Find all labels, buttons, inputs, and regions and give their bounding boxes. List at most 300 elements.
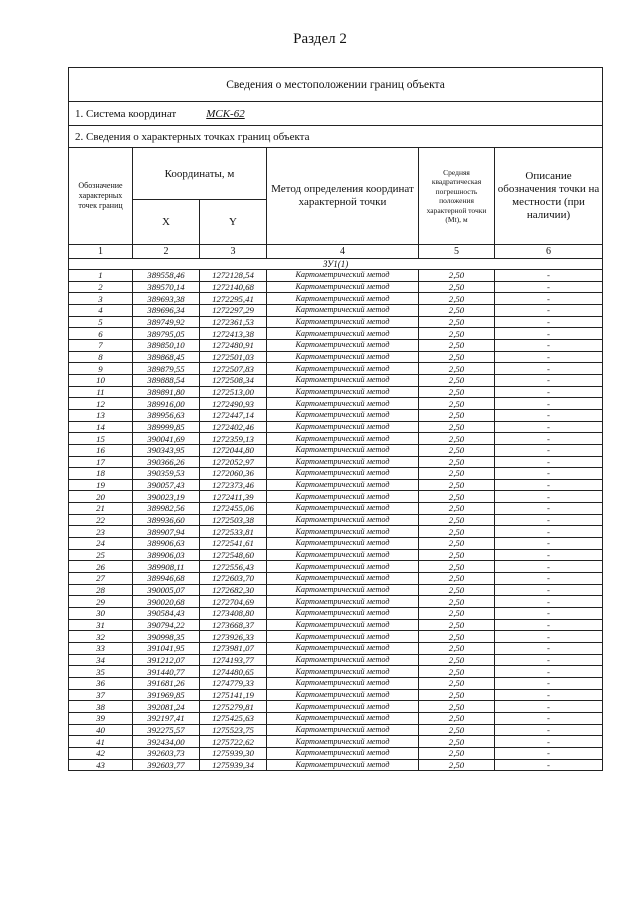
method-cell: Картометрический метод [267,759,419,771]
y-coordinate: 1272603,70 [200,573,267,585]
y-coordinate: 1274480,65 [200,666,267,678]
x-coordinate: 389868,45 [133,351,200,363]
table-row [69,514,603,526]
method-cell: Картометрический метод [267,654,419,666]
table-row [69,328,603,340]
point-number: 1 [69,270,133,282]
description-cell: - [495,444,603,456]
description-cell: - [495,363,603,375]
x-coordinate: 392603,77 [133,759,200,771]
y-coordinate: 1272455,06 [200,503,267,515]
x-coordinate: 390005,07 [133,584,200,596]
y-coordinate: 1272507,83 [200,363,267,375]
method-cell: Картометрический метод [267,281,419,293]
column-number: 2 [133,245,200,259]
x-coordinate: 389558,46 [133,270,200,282]
header-coordinates: Координаты, м [133,148,267,200]
y-coordinate: 1272556,43 [200,561,267,573]
y-coordinate: 1273408,80 [200,608,267,620]
x-coordinate: 389908,11 [133,561,200,573]
table-row [69,398,603,410]
method-cell: Картометрический метод [267,363,419,375]
coordinate-system-row [69,102,603,126]
description-cell: - [495,619,603,631]
table-row [69,584,603,596]
point-number: 7 [69,339,133,351]
error-value: 2,50 [419,631,495,643]
y-coordinate: 1275939,30 [200,747,267,759]
column-number: 5 [419,245,495,259]
error-value: 2,50 [419,351,495,363]
y-coordinate: 1272140,68 [200,281,267,293]
table-row [69,386,603,398]
x-coordinate: 390584,43 [133,608,200,620]
method-cell: Картометрический метод [267,304,419,316]
table-row [69,736,603,748]
error-value: 2,50 [419,421,495,433]
method-cell: Картометрический метод [267,549,419,561]
method-cell: Картометрический метод [267,514,419,526]
point-number: 27 [69,573,133,585]
x-coordinate: 391041,95 [133,643,200,655]
description-cell: - [495,293,603,305]
description-cell: - [495,503,603,515]
point-number: 28 [69,584,133,596]
y-coordinate: 1274193,77 [200,654,267,666]
table-row [69,689,603,701]
x-coordinate: 389906,63 [133,538,200,550]
description-cell: - [495,736,603,748]
description-cell: - [495,526,603,538]
method-cell: Картометрический метод [267,666,419,678]
point-number: 26 [69,561,133,573]
point-number: 20 [69,491,133,503]
error-value: 2,50 [419,736,495,748]
y-coordinate: 1272297,29 [200,304,267,316]
description-cell: - [495,270,603,282]
method-cell: Картометрический метод [267,456,419,468]
header-method: Метод определения координат характерной точки [267,148,419,245]
description-cell: - [495,608,603,620]
point-number: 25 [69,549,133,561]
y-coordinate: 1272128,54 [200,270,267,282]
x-coordinate: 392197,41 [133,712,200,724]
error-value: 2,50 [419,538,495,550]
x-coordinate: 390366,26 [133,456,200,468]
y-coordinate: 1272447,14 [200,409,267,421]
table-row [69,573,603,585]
description-cell: - [495,666,603,678]
description-cell: - [495,712,603,724]
error-value: 2,50 [419,293,495,305]
point-number: 43 [69,759,133,771]
method-cell: Картометрический метод [267,538,419,550]
method-cell: Картометрический метод [267,398,419,410]
point-number: 5 [69,316,133,328]
table-row [69,270,603,282]
x-coordinate: 392275,57 [133,724,200,736]
y-coordinate: 1272052,97 [200,456,267,468]
y-coordinate: 1275722,62 [200,736,267,748]
x-coordinate: 390057,43 [133,479,200,491]
table-row [69,561,603,573]
x-coordinate: 389906,03 [133,549,200,561]
method-cell: Картометрический метод [267,526,419,538]
error-value: 2,50 [419,479,495,491]
x-coordinate: 391681,26 [133,677,200,689]
header-y: Y [200,200,267,245]
point-number: 31 [69,619,133,631]
description-cell: - [495,339,603,351]
x-coordinate: 389891,80 [133,386,200,398]
error-value: 2,50 [419,386,495,398]
x-coordinate: 392081,24 [133,701,200,713]
error-value: 2,50 [419,689,495,701]
x-coordinate: 392603,73 [133,747,200,759]
table-row [69,456,603,468]
error-value: 2,50 [419,584,495,596]
table-row [69,643,603,655]
error-value: 2,50 [419,514,495,526]
x-coordinate: 389907,94 [133,526,200,538]
method-cell: Картометрический метод [267,608,419,620]
error-value: 2,50 [419,643,495,655]
method-cell: Картометрический метод [267,339,419,351]
error-value: 2,50 [419,328,495,340]
table-row [69,631,603,643]
x-coordinate: 391440,77 [133,666,200,678]
description-cell: - [495,304,603,316]
error-value: 2,50 [419,619,495,631]
table-row [69,654,603,666]
y-coordinate: 1272682,30 [200,584,267,596]
table-row [69,701,603,713]
y-coordinate: 1273926,33 [200,631,267,643]
y-coordinate: 1272359,13 [200,433,267,445]
x-coordinate: 390359,53 [133,468,200,480]
table-row [69,747,603,759]
method-cell: Картометрический метод [267,643,419,655]
x-coordinate: 389916,00 [133,398,200,410]
y-coordinate: 1272411,39 [200,491,267,503]
description-cell: - [495,724,603,736]
error-value: 2,50 [419,398,495,410]
table-row [69,608,603,620]
header-x: X [133,200,200,245]
table-row [69,293,603,305]
method-cell: Картометрический метод [267,293,419,305]
method-cell: Картометрический метод [267,689,419,701]
x-coordinate: 389888,54 [133,374,200,386]
error-value: 2,50 [419,468,495,480]
point-number: 10 [69,374,133,386]
y-coordinate: 1272402,46 [200,421,267,433]
description-cell: - [495,759,603,771]
x-coordinate: 390343,95 [133,444,200,456]
point-number: 12 [69,398,133,410]
x-coordinate: 391969,85 [133,689,200,701]
description-cell: - [495,538,603,550]
point-number: 40 [69,724,133,736]
error-value: 2,50 [419,433,495,445]
header-error: Средняя квадратическая погрешность положения характерной точки (Mt), м [419,148,495,245]
point-number: 42 [69,747,133,759]
y-coordinate: 1275279,81 [200,701,267,713]
method-cell: Картометрический метод [267,561,419,573]
point-number: 39 [69,712,133,724]
method-cell: Картометрический метод [267,573,419,585]
point-number: 19 [69,479,133,491]
method-cell: Картометрический метод [267,584,419,596]
error-value: 2,50 [419,759,495,771]
point-number: 30 [69,608,133,620]
method-cell: Картометрический метод [267,409,419,421]
error-value: 2,50 [419,363,495,375]
error-value: 2,50 [419,608,495,620]
y-coordinate: 1272295,41 [200,293,267,305]
table-row [69,409,603,421]
point-number: 18 [69,468,133,480]
point-number: 3 [69,293,133,305]
boundary-points-table [68,67,603,771]
table-row [69,712,603,724]
point-number: 6 [69,328,133,340]
error-value: 2,50 [419,701,495,713]
table-title: Сведения о местоположении границ объекта [69,68,603,102]
parcel-row [69,259,603,270]
x-coordinate: 389795,05 [133,328,200,340]
y-coordinate: 1273981,07 [200,643,267,655]
table-row [69,491,603,503]
description-cell: - [495,456,603,468]
error-value: 2,50 [419,409,495,421]
point-number: 2 [69,281,133,293]
point-number: 36 [69,677,133,689]
x-coordinate: 390041,69 [133,433,200,445]
method-cell: Картометрический метод [267,701,419,713]
description-cell: - [495,374,603,386]
table-row [69,374,603,386]
x-coordinate: 389982,56 [133,503,200,515]
error-value: 2,50 [419,549,495,561]
error-value: 2,50 [419,596,495,608]
error-value: 2,50 [419,270,495,282]
description-cell: - [495,491,603,503]
method-cell: Картометрический метод [267,724,419,736]
x-coordinate: 389850,10 [133,339,200,351]
x-coordinate: 389570,14 [133,281,200,293]
table-row [69,503,603,515]
point-number: 23 [69,526,133,538]
description-cell: - [495,386,603,398]
coordinate-system-label: 1. Система координат [75,107,177,120]
y-coordinate: 1272373,46 [200,479,267,491]
y-coordinate: 1275425,63 [200,712,267,724]
y-coordinate: 1272060,36 [200,468,267,480]
description-cell: - [495,479,603,491]
table-row [69,724,603,736]
error-value: 2,50 [419,724,495,736]
method-cell: Картометрический метод [267,270,419,282]
description-cell: - [495,421,603,433]
coordinate-system-value: МСК-62 [206,107,245,120]
description-cell: - [495,561,603,573]
point-number: 32 [69,631,133,643]
method-cell: Картометрический метод [267,747,419,759]
x-coordinate: 390023,19 [133,491,200,503]
x-coordinate: 389879,55 [133,363,200,375]
table-row [69,619,603,631]
y-coordinate: 1275141,19 [200,689,267,701]
table-row [69,549,603,561]
error-value: 2,50 [419,444,495,456]
column-number: 6 [495,245,603,259]
table-row [69,304,603,316]
point-number: 9 [69,363,133,375]
error-value: 2,50 [419,491,495,503]
method-cell: Картометрический метод [267,421,419,433]
description-cell: - [495,409,603,421]
method-cell: Картометрический метод [267,468,419,480]
header-description: Описание обозначения точки на местности (при наличии) [495,148,603,245]
table-row [69,363,603,375]
error-value: 2,50 [419,304,495,316]
point-number: 15 [69,433,133,445]
description-cell: - [495,468,603,480]
point-number: 29 [69,596,133,608]
error-value: 2,50 [419,573,495,585]
table-row [69,526,603,538]
description-cell: - [495,316,603,328]
error-value: 2,50 [419,374,495,386]
y-coordinate: 1275939,34 [200,759,267,771]
description-cell: - [495,584,603,596]
y-coordinate: 1272361,53 [200,316,267,328]
method-cell: Картометрический метод [267,316,419,328]
description-cell: - [495,654,603,666]
method-cell: Картометрический метод [267,374,419,386]
x-coordinate: 392434,00 [133,736,200,748]
method-cell: Картометрический метод [267,619,419,631]
table-row [69,538,603,550]
header-designation: Обозначение характерных точек границ [69,148,133,245]
x-coordinate: 389946,68 [133,573,200,585]
y-coordinate: 1274779,33 [200,677,267,689]
error-value: 2,50 [419,561,495,573]
y-coordinate: 1272548,60 [200,549,267,561]
method-cell: Картометрический метод [267,631,419,643]
error-value: 2,50 [419,316,495,328]
method-cell: Картометрический метод [267,712,419,724]
error-value: 2,50 [419,747,495,759]
y-coordinate: 1272513,00 [200,386,267,398]
method-cell: Картометрический метод [267,433,419,445]
x-coordinate: 389696,34 [133,304,200,316]
description-cell: - [495,701,603,713]
table-row [69,433,603,445]
table-row [69,468,603,480]
method-cell: Картометрический метод [267,503,419,515]
point-number: 24 [69,538,133,550]
x-coordinate: 390794,22 [133,619,200,631]
point-number: 38 [69,701,133,713]
table-row [69,339,603,351]
x-coordinate: 391212,07 [133,654,200,666]
x-coordinate: 389936,60 [133,514,200,526]
point-number: 16 [69,444,133,456]
point-number: 21 [69,503,133,515]
description-cell: - [495,573,603,585]
description-cell: - [495,643,603,655]
error-value: 2,50 [419,339,495,351]
error-value: 2,50 [419,677,495,689]
y-coordinate: 1272490,93 [200,398,267,410]
x-coordinate: 389956,63 [133,409,200,421]
description-cell: - [495,689,603,701]
x-coordinate: 389999,85 [133,421,200,433]
table-row [69,759,603,771]
point-number: 37 [69,689,133,701]
method-cell: Картометрический метод [267,491,419,503]
point-number: 33 [69,643,133,655]
y-coordinate: 1272044,80 [200,444,267,456]
point-number: 17 [69,456,133,468]
method-cell: Картометрический метод [267,351,419,363]
x-coordinate: 389749,92 [133,316,200,328]
section-title: Раздел 2 [293,31,347,47]
table-row [69,421,603,433]
point-number: 14 [69,421,133,433]
column-numbers-row [69,245,603,259]
error-value: 2,50 [419,654,495,666]
point-number: 35 [69,666,133,678]
error-value: 2,50 [419,666,495,678]
y-coordinate: 1272480,91 [200,339,267,351]
method-cell: Картометрический метод [267,479,419,491]
method-cell: Картометрический метод [267,386,419,398]
point-number: 34 [69,654,133,666]
table-row [69,351,603,363]
table-row [69,677,603,689]
description-cell: - [495,677,603,689]
x-coordinate: 390020,68 [133,596,200,608]
error-value: 2,50 [419,281,495,293]
table-row [69,479,603,491]
column-number: 1 [69,245,133,259]
point-number: 41 [69,736,133,748]
description-cell: - [495,549,603,561]
column-number: 3 [200,245,267,259]
x-coordinate: 389693,38 [133,293,200,305]
method-cell: Картометрический метод [267,444,419,456]
y-coordinate: 1272413,38 [200,328,267,340]
y-coordinate: 1272541,61 [200,538,267,550]
description-cell: - [495,631,603,643]
x-coordinate: 390998,35 [133,631,200,643]
points-heading: 2. Сведения о характерных точках границ объекта [69,126,603,148]
error-value: 2,50 [419,456,495,468]
table-row [69,316,603,328]
description-cell: - [495,328,603,340]
column-number: 4 [267,245,419,259]
point-number: 22 [69,514,133,526]
table-row [69,281,603,293]
table-row [69,596,603,608]
y-coordinate: 1275523,75 [200,724,267,736]
description-cell: - [495,514,603,526]
method-cell: Картометрический метод [267,677,419,689]
description-cell: - [495,747,603,759]
